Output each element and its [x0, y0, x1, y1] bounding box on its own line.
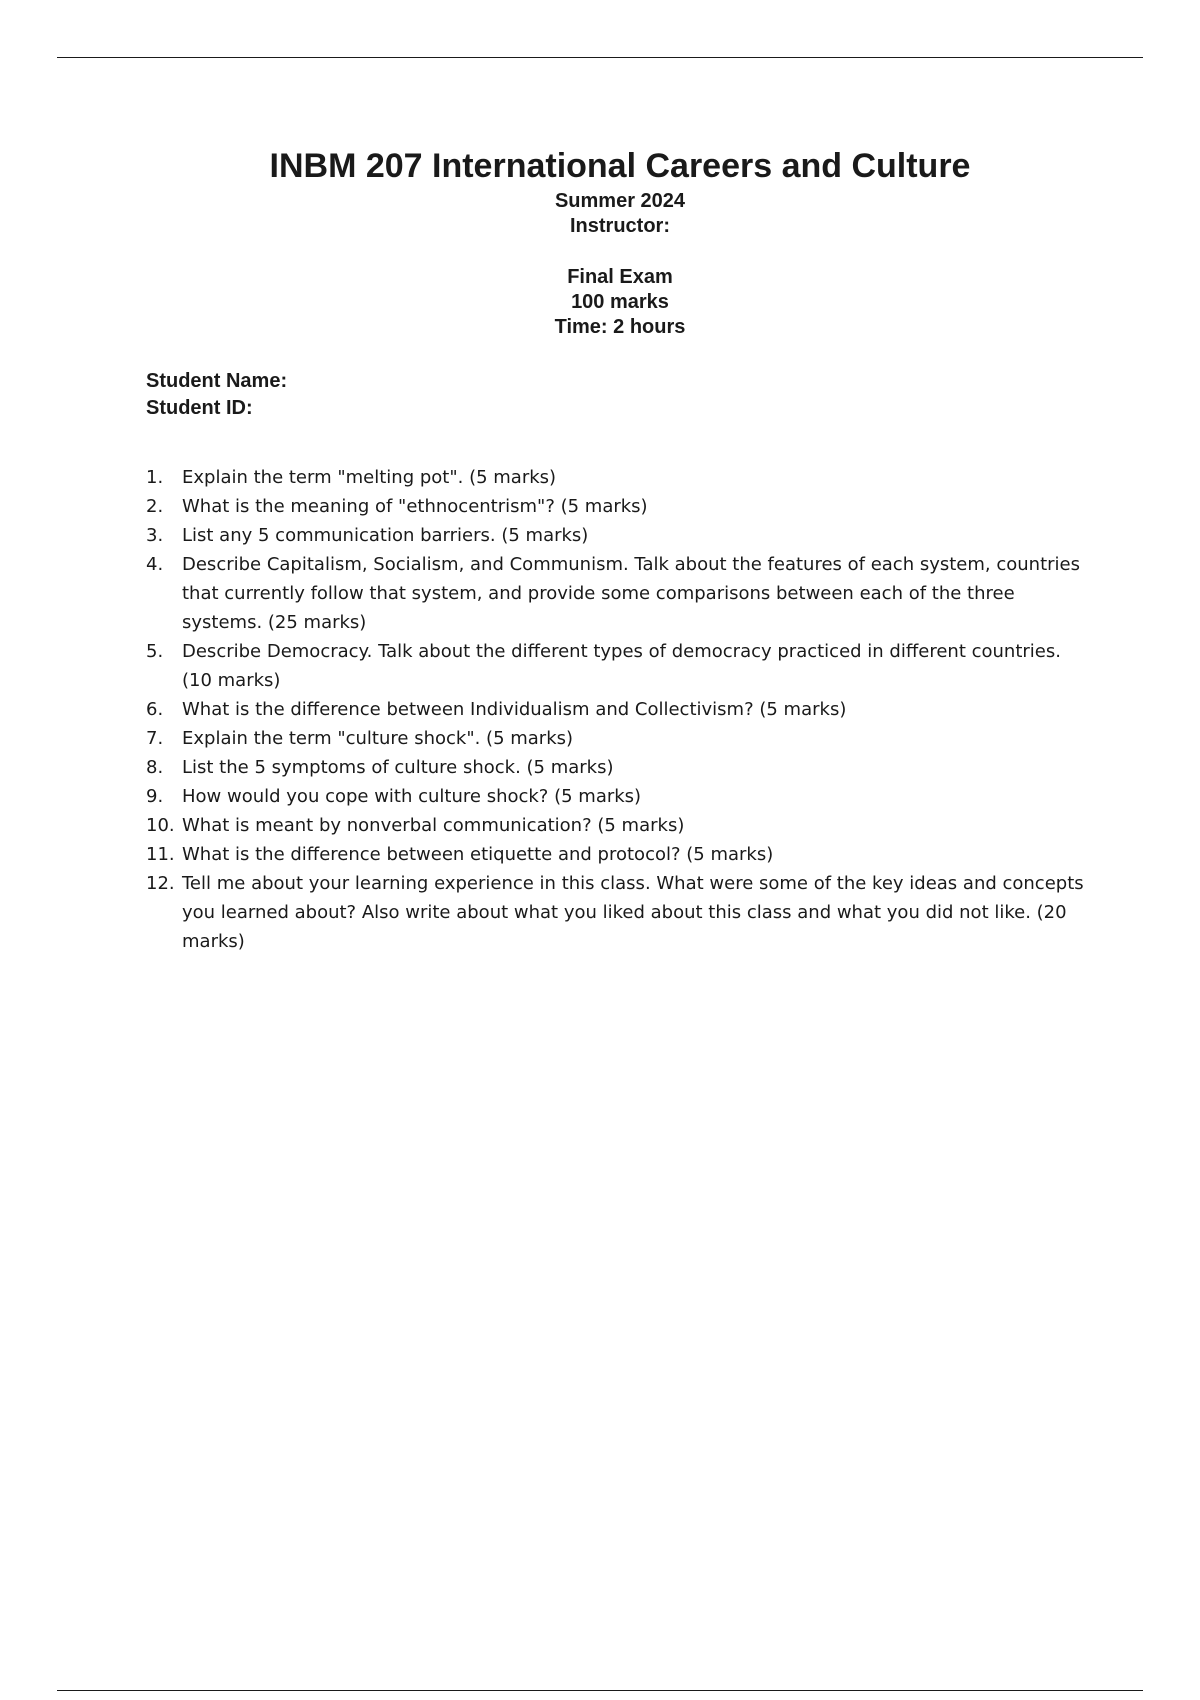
question-item [146, 811, 1086, 840]
question-text: Tell me about your learning experience in this class. What were some of the key ideas and concepts you learned about? Also write about what you liked about this class and what you did not like. (20 marks) [182, 873, 1084, 952]
question-number: 12. [146, 873, 175, 894]
question-text: List any 5 communication barriers. (5 marks) [182, 525, 589, 546]
exam-header [0, 143, 1200, 340]
question-item [146, 550, 1086, 637]
student-info [146, 368, 287, 422]
question-item [146, 724, 1086, 753]
bottom-rule [57, 1690, 1143, 1691]
question-number: 1. [146, 467, 164, 488]
question-number: 8. [146, 757, 164, 778]
question-item [146, 492, 1086, 521]
question-item [146, 637, 1086, 695]
question-item [146, 463, 1086, 492]
question-text: How would you cope with culture shock? (5 marks) [182, 786, 642, 807]
question-text: Describe Democracy. Talk about the different types of democracy practiced in different countries. (10 marks) [182, 641, 1061, 691]
question-item [146, 753, 1086, 782]
time-limit: Time: 2 hours [554, 316, 686, 338]
question-item [146, 869, 1086, 956]
student-id-label: Student ID: [146, 397, 253, 419]
question-text: What is meant by nonverbal communication? (5 marks) [182, 815, 685, 836]
student-name-label: Student Name: [146, 370, 288, 392]
question-text: Explain the term "culture shock". (5 marks) [182, 728, 574, 749]
question-number: 11. [146, 844, 175, 865]
top-rule [57, 57, 1143, 58]
question-number: 5. [146, 641, 164, 662]
question-text: What is the difference between etiquette and protocol? (5 marks) [182, 844, 774, 865]
question-number: 3. [146, 525, 164, 546]
question-text: What is the meaning of "ethnocentrism"? (5 marks) [182, 496, 648, 517]
question-text: List the 5 symptoms of culture shock. (5 marks) [182, 757, 614, 778]
question-item [146, 840, 1086, 869]
header-spacer [0, 239, 1200, 265]
total-marks: 100 marks [571, 291, 669, 313]
question-number: 4. [146, 554, 164, 575]
question-list [146, 463, 1086, 956]
question-item [146, 782, 1086, 811]
question-text: Describe Capitalism, Socialism, and Communism. Talk about the features of each system, countries that currently follow that system, and provide some comparisons between each of the three systems. (25 marks) [182, 554, 1080, 633]
question-text: Explain the term "melting pot". (5 marks) [182, 467, 557, 488]
question-item [146, 695, 1086, 724]
question-number: 6. [146, 699, 164, 720]
question-number: 7. [146, 728, 164, 749]
exam-name: Final Exam [567, 266, 673, 288]
question-number: 9. [146, 786, 164, 807]
question-text: What is the difference between Individualism and Collectivism? (5 marks) [182, 699, 847, 720]
course-title: INBM 207 International Careers and Culture [269, 147, 971, 185]
instructor-label: Instructor: [570, 215, 670, 237]
question-number: 2. [146, 496, 164, 517]
question-item [146, 521, 1086, 550]
question-number: 10. [146, 815, 175, 836]
term: Summer 2024 [554, 190, 686, 212]
